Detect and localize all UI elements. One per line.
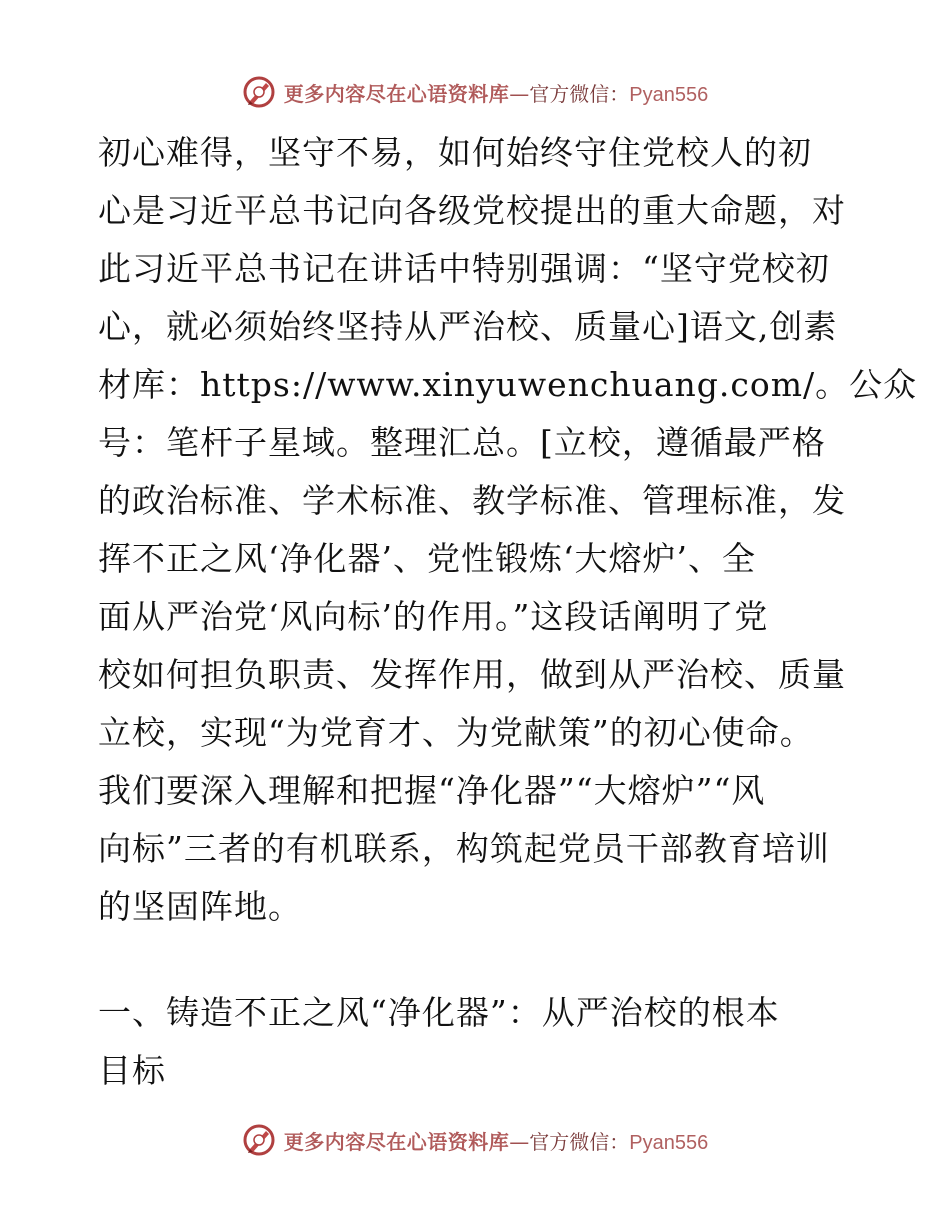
heading-line: 目标 [98,1051,166,1090]
pen-logo-icon [242,1123,276,1157]
text-line: 的政治标准、学术标准、教学标准、管理标准，发 [98,481,846,520]
banner-label: 官方微信： [529,81,630,106]
banner-label: 官方微信： [529,1129,630,1154]
text-line: 心是习近平总书记向各级党校提出的重大命题，对 [98,191,846,230]
text-line: 挥不正之风‘净化器’、党性锻炼‘大熔炉’、全 [98,539,756,578]
header-banner [0,72,950,112]
banner-separator: — [509,81,530,106]
footer-banner [0,1120,950,1160]
banner-handle: Pyan556 [629,83,709,106]
text-line: 的坚固阵地。 [98,887,302,926]
text-line: 校如何担负职责、发挥作用，做到从严治校、质量 [98,655,846,694]
text-line: 心，就必须始终坚持从严治校、质量心]语文,创素 [98,307,838,346]
section-heading [98,984,858,1100]
text-line: 面从严治党‘风向标’的作用。”这段话阐明了党 [98,597,769,636]
text-line: 初心难得，坚守不易，如何始终守住党校人的初 [98,133,812,172]
banner-text [284,1126,708,1155]
banner-main-text: 更多内容尽在心语资料库 [283,81,510,106]
text-line: 号：笔杆子星域。整理汇总。[立校，遵循最严格 [98,423,826,462]
text-line: 立校，实现“为党育才、为党献策”的初心使命。 [98,713,814,752]
text-line: 此习近平总书记在讲话中特别强调：“坚守党校初 [98,249,830,288]
paragraph-gap [98,936,858,984]
banner-handle: Pyan556 [629,1131,709,1154]
document-body [98,124,918,1100]
pen-logo-icon [242,75,276,109]
banner-text [284,78,708,107]
banner-main-text: 更多内容尽在心语资料库 [283,1129,510,1154]
paragraph [98,124,918,936]
text-line: 我们要深入理解和把握“净化器”“大熔炉”“风 [98,771,766,810]
banner-separator: — [509,1129,530,1154]
text-line: 材库：https://www.xinyuwenchuang.com/。公众 [98,365,918,404]
heading-line: 一、铸造不正之风“净化器”：从严治校的根本 [98,993,780,1032]
text-line: 向标”三者的有机联系，构筑起党员干部教育培训 [98,829,830,868]
